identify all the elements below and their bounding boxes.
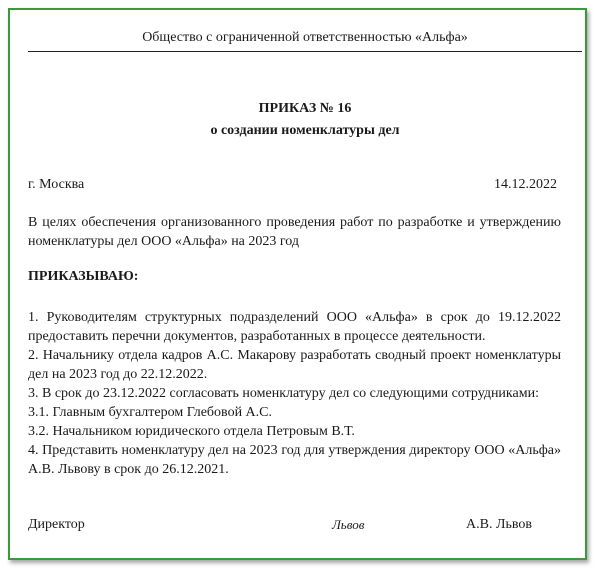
order-item: 3.2. Начальником юридического отдела Петровым В.Т. (28, 424, 355, 439)
order-item: 3.1. Главным бухгалтером Глебовой А.С. (28, 405, 273, 420)
city: г. Москва (28, 177, 85, 192)
organization-name: Общество с ограниченной ответственностью «Альфа» (142, 30, 468, 45)
order-items-list (28, 308, 561, 479)
order-item: 1. Руководителям структурных подразделений ООО «Альфа» в срок до 19.12.2022 предоставить перечни документов, разработанных в процессе деятельности. (28, 310, 561, 344)
order-keyword: ПРИКАЗЫВАЮ: (28, 269, 139, 284)
order-subject: о создании номенклатуры дел (210, 123, 400, 138)
document-frame (8, 8, 587, 560)
order-date: 14.12.2022 (494, 177, 557, 192)
order-item: 3. В срок до 23.12.2022 согласовать номенклатуру дел со следующими сотрудниками: (28, 386, 539, 401)
intro-paragraph: В целях обеспечения организованного проведения работ по разработке и утверждению номенклатуры дел ООО «Альфа» на 2023 год (28, 215, 561, 249)
order-item: 4. Представить номенклатуру дел на 2023 год для утверждения директору ООО «Альфа» А.В. Львову в срок до 26.12.2021. (28, 443, 561, 477)
order-item: 2. Начальнику отдела кадров А.С. Макарову разработать сводный проект номенклатуры дел на 2023 год до 22.12.2022. (28, 348, 561, 382)
signatory-role: Директор (28, 517, 85, 532)
order-title: ПРИКАЗ № 16 (258, 101, 352, 116)
handwritten-signature: Львов (332, 517, 365, 532)
signatory-name: А.В. Львов (466, 517, 532, 532)
header-divider (28, 51, 582, 52)
